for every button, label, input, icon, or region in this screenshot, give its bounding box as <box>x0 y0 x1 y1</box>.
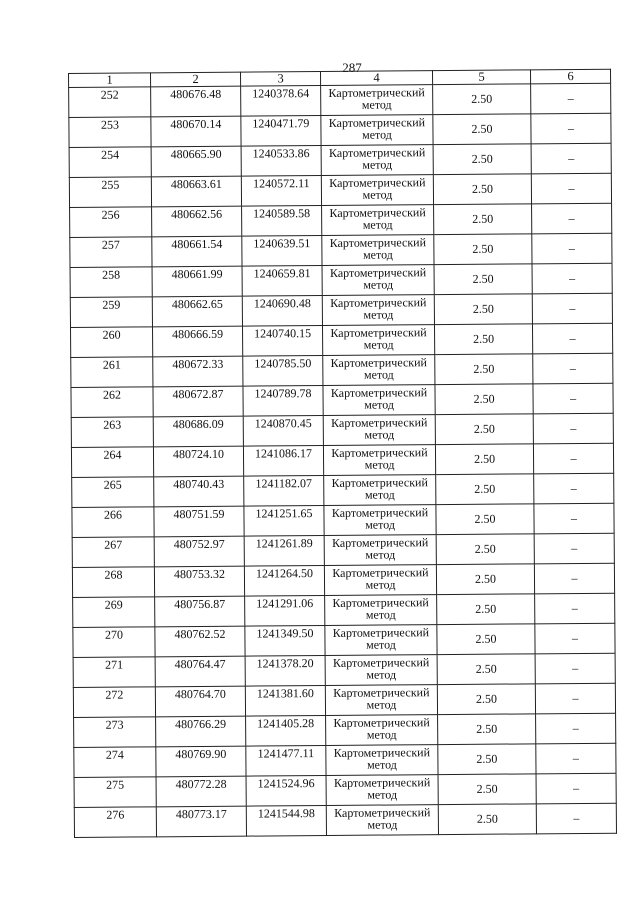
x-coordinate-cell: 480764.47 <box>155 656 245 687</box>
table-row <box>69 143 611 177</box>
x-coordinate-cell: 480666.59 <box>152 326 242 357</box>
method-line-2: метод <box>362 127 392 142</box>
x-coordinate-cell: 480661.99 <box>152 266 242 297</box>
table-row <box>73 683 615 717</box>
y-coordinate-cell: 1241381.60 <box>245 685 325 716</box>
x-coordinate-cell: 480766.29 <box>156 716 246 747</box>
method-cell <box>323 385 435 416</box>
column-6-cell: – <box>532 323 612 354</box>
accuracy-cell: 2.50 <box>436 474 534 505</box>
method-cell <box>326 715 438 746</box>
y-coordinate-cell: 1240639.51 <box>242 236 322 267</box>
y-coordinate-cell: 1241086.17 <box>243 446 323 477</box>
column-header: 6 <box>530 69 610 84</box>
table-row <box>71 413 613 447</box>
accuracy-cell: 2.50 <box>433 84 531 115</box>
accuracy-cell: 2.50 <box>437 654 535 685</box>
x-coordinate-cell: 480764.70 <box>155 686 245 717</box>
column-6-cell: – <box>536 743 616 774</box>
column-header: 5 <box>432 70 530 85</box>
accuracy-cell: 2.50 <box>433 174 531 205</box>
column-6-cell: – <box>534 533 614 564</box>
column-6-cell: – <box>533 443 613 474</box>
table-row <box>72 503 614 537</box>
x-coordinate-cell: 480753.32 <box>154 566 244 597</box>
table-row <box>69 83 611 117</box>
table-row <box>72 533 614 567</box>
y-coordinate-cell: 1240572.11 <box>241 176 321 207</box>
method-line-2: метод <box>365 547 396 562</box>
column-header: 3 <box>240 72 320 87</box>
x-coordinate-cell: 480662.56 <box>152 206 242 237</box>
column-6-cell: – <box>535 653 615 684</box>
x-coordinate-cell: 480773.17 <box>156 806 246 837</box>
y-coordinate-cell: 1241477.11 <box>246 745 326 776</box>
point-number-cell: 256 <box>70 207 152 238</box>
table-row <box>74 773 616 807</box>
y-coordinate-cell: 1241264.50 <box>244 566 324 597</box>
method-cell <box>326 775 438 806</box>
method-line-1: Картометрический <box>329 265 427 280</box>
method-line-1: Картометрический <box>333 715 430 730</box>
table-row <box>74 803 616 837</box>
point-number-cell: 259 <box>70 297 152 328</box>
method-line-1: Картометрический <box>329 235 427 250</box>
table-row <box>70 323 612 357</box>
accuracy-cell: 2.50 <box>433 114 531 145</box>
accuracy-cell: 2.50 <box>438 744 536 775</box>
column-header: 4 <box>320 71 432 86</box>
method-line-1: Картометрический <box>331 505 429 520</box>
method-line-2: метод <box>365 607 396 622</box>
accuracy-cell: 2.50 <box>433 144 531 175</box>
table-row <box>74 743 616 777</box>
method-line-2: метод <box>363 307 394 322</box>
point-number-cell: 266 <box>72 507 154 538</box>
method-line-2: метод <box>365 577 396 592</box>
accuracy-cell: 2.50 <box>437 624 535 655</box>
point-number-cell: 257 <box>70 237 152 268</box>
method-cell <box>322 295 434 326</box>
table-row <box>73 623 615 657</box>
method-line-1: Картометрический <box>330 355 427 370</box>
method-cell <box>324 475 436 506</box>
accuracy-cell: 2.50 <box>435 354 533 385</box>
table-row <box>70 233 612 267</box>
method-line-2: метод <box>364 487 395 502</box>
method-line-2: метод <box>366 637 396 652</box>
x-coordinate-cell: 480769.90 <box>156 746 246 777</box>
method-cell <box>321 175 433 206</box>
method-cell <box>325 625 437 656</box>
x-coordinate-cell: 480752.97 <box>154 536 244 567</box>
accuracy-cell: 2.50 <box>435 384 533 415</box>
method-cell <box>324 505 436 536</box>
method-line-2: метод <box>363 277 394 292</box>
column-6-cell: – <box>536 773 616 804</box>
method-line-2: метод <box>366 727 397 742</box>
method-line-1: Картометрический <box>330 295 427 310</box>
x-coordinate-cell: 480756.87 <box>155 596 245 627</box>
table-row <box>71 443 613 477</box>
point-number-cell: 267 <box>72 537 154 568</box>
column-6-cell: – <box>536 713 616 744</box>
method-line-2: метод <box>363 367 394 382</box>
method-cell <box>326 745 438 776</box>
method-line-1: Картометрический <box>331 475 428 490</box>
y-coordinate-cell: 1241182.07 <box>244 476 324 507</box>
method-cell <box>322 265 434 296</box>
point-number-cell: 270 <box>73 627 155 658</box>
point-number-cell: 268 <box>72 567 154 598</box>
point-number-cell: 252 <box>69 87 151 118</box>
accuracy-cell: 2.50 <box>435 414 533 445</box>
method-line-2: метод <box>366 697 397 712</box>
table-row <box>74 713 616 747</box>
point-number-cell: 262 <box>71 387 153 418</box>
method-line-2: метод <box>364 397 395 412</box>
point-number-cell: 269 <box>73 597 155 628</box>
accuracy-cell: 2.50 <box>437 684 535 715</box>
y-coordinate-cell: 1241261.89 <box>244 536 324 567</box>
table-row <box>69 173 611 207</box>
x-coordinate-cell: 480772.28 <box>156 776 246 807</box>
accuracy-cell: 2.50 <box>438 774 536 805</box>
column-6-cell: – <box>534 473 614 504</box>
page-number: 287 <box>342 60 362 75</box>
method-line-1: Картометрический <box>333 745 431 760</box>
table-row <box>72 473 614 507</box>
method-line-2: метод <box>361 97 392 112</box>
method-cell <box>321 115 433 146</box>
table-row <box>73 653 615 687</box>
accuracy-cell: 2.50 <box>435 444 533 475</box>
column-header: 1 <box>69 73 151 88</box>
method-cell <box>324 535 436 566</box>
table-body <box>69 83 617 837</box>
column-6-cell: – <box>532 233 612 264</box>
table-row <box>71 383 613 417</box>
accuracy-cell: 2.50 <box>436 564 534 595</box>
accuracy-cell: 2.50 <box>434 324 532 355</box>
column-6-cell: – <box>532 293 612 324</box>
point-number-cell: 261 <box>71 357 153 388</box>
column-6-cell: – <box>531 113 611 144</box>
y-coordinate-cell: 1241291.06 <box>245 596 325 627</box>
accuracy-cell: 2.50 <box>434 234 532 265</box>
method-line-1: Картометрический <box>332 625 430 640</box>
table-row <box>73 593 615 627</box>
method-line-2: метод <box>363 337 394 352</box>
y-coordinate-cell: 1241349.50 <box>245 625 325 656</box>
method-line-1: Картометрический <box>331 445 428 460</box>
method-line-2: метод <box>367 787 398 802</box>
column-6-cell: – <box>534 503 614 534</box>
y-coordinate-cell: 1240659.81 <box>242 266 322 297</box>
method-cell <box>322 205 434 236</box>
y-coordinate-cell: 1241405.28 <box>246 715 326 746</box>
column-header: 2 <box>151 72 241 87</box>
column-6-cell: – <box>531 83 611 114</box>
y-coordinate-cell: 1241378.20 <box>245 655 325 686</box>
y-coordinate-cell: 1240785.50 <box>243 356 323 387</box>
method-line-2: метод <box>362 157 393 172</box>
table-row <box>70 293 612 327</box>
column-6-cell: – <box>535 623 615 654</box>
method-cell <box>325 685 437 716</box>
method-line-1: Картометрический <box>328 85 425 100</box>
method-line-2: метод <box>364 457 395 472</box>
method-line-2: метод <box>362 217 393 232</box>
column-6-cell: – <box>531 143 611 174</box>
table-row <box>70 203 612 237</box>
x-coordinate-cell: 480740.43 <box>154 476 244 507</box>
column-6-cell: – <box>533 383 613 414</box>
x-coordinate-cell: 480686.09 <box>153 416 243 447</box>
accuracy-cell: 2.50 <box>437 594 535 625</box>
method-line-1: Картометрический <box>334 805 431 820</box>
accuracy-cell: 2.50 <box>434 294 532 325</box>
method-line-2: метод <box>364 427 395 442</box>
coordinates-table <box>68 69 617 838</box>
accuracy-cell: 2.50 <box>438 714 536 745</box>
accuracy-cell: 2.50 <box>436 534 534 565</box>
y-coordinate-cell: 1241524.96 <box>246 775 326 806</box>
method-line-2: метод <box>362 187 393 202</box>
table-row <box>71 353 613 387</box>
accuracy-cell: 2.50 <box>434 264 532 295</box>
accuracy-cell: 2.50 <box>438 804 536 835</box>
point-number-cell: 258 <box>70 267 152 298</box>
method-cell <box>323 415 435 446</box>
method-cell <box>321 85 433 116</box>
x-coordinate-cell: 480670.14 <box>151 116 241 147</box>
point-number-cell: 263 <box>71 417 153 448</box>
x-coordinate-cell: 480665.90 <box>151 146 241 177</box>
y-coordinate-cell: 1240740.15 <box>242 326 322 357</box>
y-coordinate-cell: 1241251.65 <box>244 506 324 537</box>
method-line-1: Картометрический <box>333 685 430 700</box>
method-cell <box>325 655 437 686</box>
method-line-1: Картометрический <box>328 115 426 130</box>
point-number-cell: 264 <box>71 447 153 478</box>
y-coordinate-cell: 1240589.58 <box>242 206 322 237</box>
method-cell <box>321 145 433 176</box>
y-coordinate-cell: 1240690.48 <box>242 296 322 327</box>
method-line-1: Картометрический <box>328 145 426 160</box>
y-coordinate-cell: 1241544.98 <box>246 805 326 836</box>
column-6-cell: – <box>533 353 613 384</box>
method-line-2: метод <box>366 757 397 772</box>
method-cell <box>322 325 434 356</box>
accuracy-cell: 2.50 <box>434 204 532 235</box>
column-6-cell: – <box>532 203 612 234</box>
column-6-cell: – <box>536 803 616 834</box>
method-line-2: метод <box>362 247 393 262</box>
x-coordinate-cell: 480751.59 <box>154 506 244 537</box>
y-coordinate-cell: 1240870.45 <box>243 416 323 447</box>
method-cell <box>324 565 436 596</box>
point-number-cell: 260 <box>70 327 152 358</box>
table-row <box>70 263 612 297</box>
column-6-cell: – <box>535 593 615 624</box>
column-6-cell: – <box>532 263 612 294</box>
method-line-1: Картометрический <box>332 655 430 670</box>
method-line-1: Картометрический <box>329 175 426 190</box>
method-line-1: Картометрический <box>332 565 429 580</box>
x-coordinate-cell: 480663.61 <box>151 176 241 207</box>
point-number-cell: 273 <box>74 717 156 748</box>
column-6-cell: – <box>533 413 613 444</box>
method-line-1: Картометрический <box>333 775 431 790</box>
x-coordinate-cell: 480661.54 <box>152 236 242 267</box>
x-coordinate-cell: 480724.10 <box>153 446 243 477</box>
y-coordinate-cell: 1240471.79 <box>241 116 321 147</box>
method-cell <box>323 445 435 476</box>
method-line-2: метод <box>366 667 397 682</box>
method-line-1: Картометрический <box>332 595 429 610</box>
point-number-cell: 254 <box>69 147 151 178</box>
method-line-1: Картометрический <box>331 415 428 430</box>
point-number-cell: 275 <box>74 777 156 808</box>
method-line-1: Картометрический <box>332 535 429 550</box>
point-number-cell: 253 <box>69 117 151 148</box>
x-coordinate-cell: 480762.52 <box>155 626 245 657</box>
x-coordinate-cell: 480672.87 <box>153 386 243 417</box>
point-number-cell: 272 <box>73 687 155 718</box>
table-row <box>72 563 614 597</box>
method-line-2: метод <box>367 817 398 832</box>
y-coordinate-cell: 1240533.86 <box>241 146 321 177</box>
column-6-cell: – <box>535 683 615 714</box>
x-coordinate-cell: 480672.33 <box>153 356 243 387</box>
method-line-2: метод <box>365 517 395 532</box>
point-number-cell: 255 <box>69 177 151 208</box>
x-coordinate-cell: 480662.65 <box>152 296 242 327</box>
accuracy-cell: 2.50 <box>436 504 534 535</box>
method-line-1: Картометрический <box>330 385 428 400</box>
point-number-cell: 276 <box>74 807 156 838</box>
y-coordinate-cell: 1240789.78 <box>243 386 323 417</box>
method-cell <box>326 805 438 836</box>
point-number-cell: 274 <box>74 747 156 778</box>
method-line-1: Картометрический <box>329 205 426 220</box>
method-line-1: Картометрический <box>330 325 427 340</box>
column-6-cell: – <box>531 173 611 204</box>
table-row <box>69 113 611 147</box>
x-coordinate-cell: 480676.48 <box>151 86 241 117</box>
point-number-cell: 271 <box>73 657 155 688</box>
method-cell <box>325 595 437 626</box>
column-6-cell: – <box>534 563 614 594</box>
method-cell <box>323 355 435 386</box>
point-number-cell: 265 <box>72 477 154 508</box>
method-cell <box>322 235 434 266</box>
y-coordinate-cell: 1240378.64 <box>241 86 321 117</box>
